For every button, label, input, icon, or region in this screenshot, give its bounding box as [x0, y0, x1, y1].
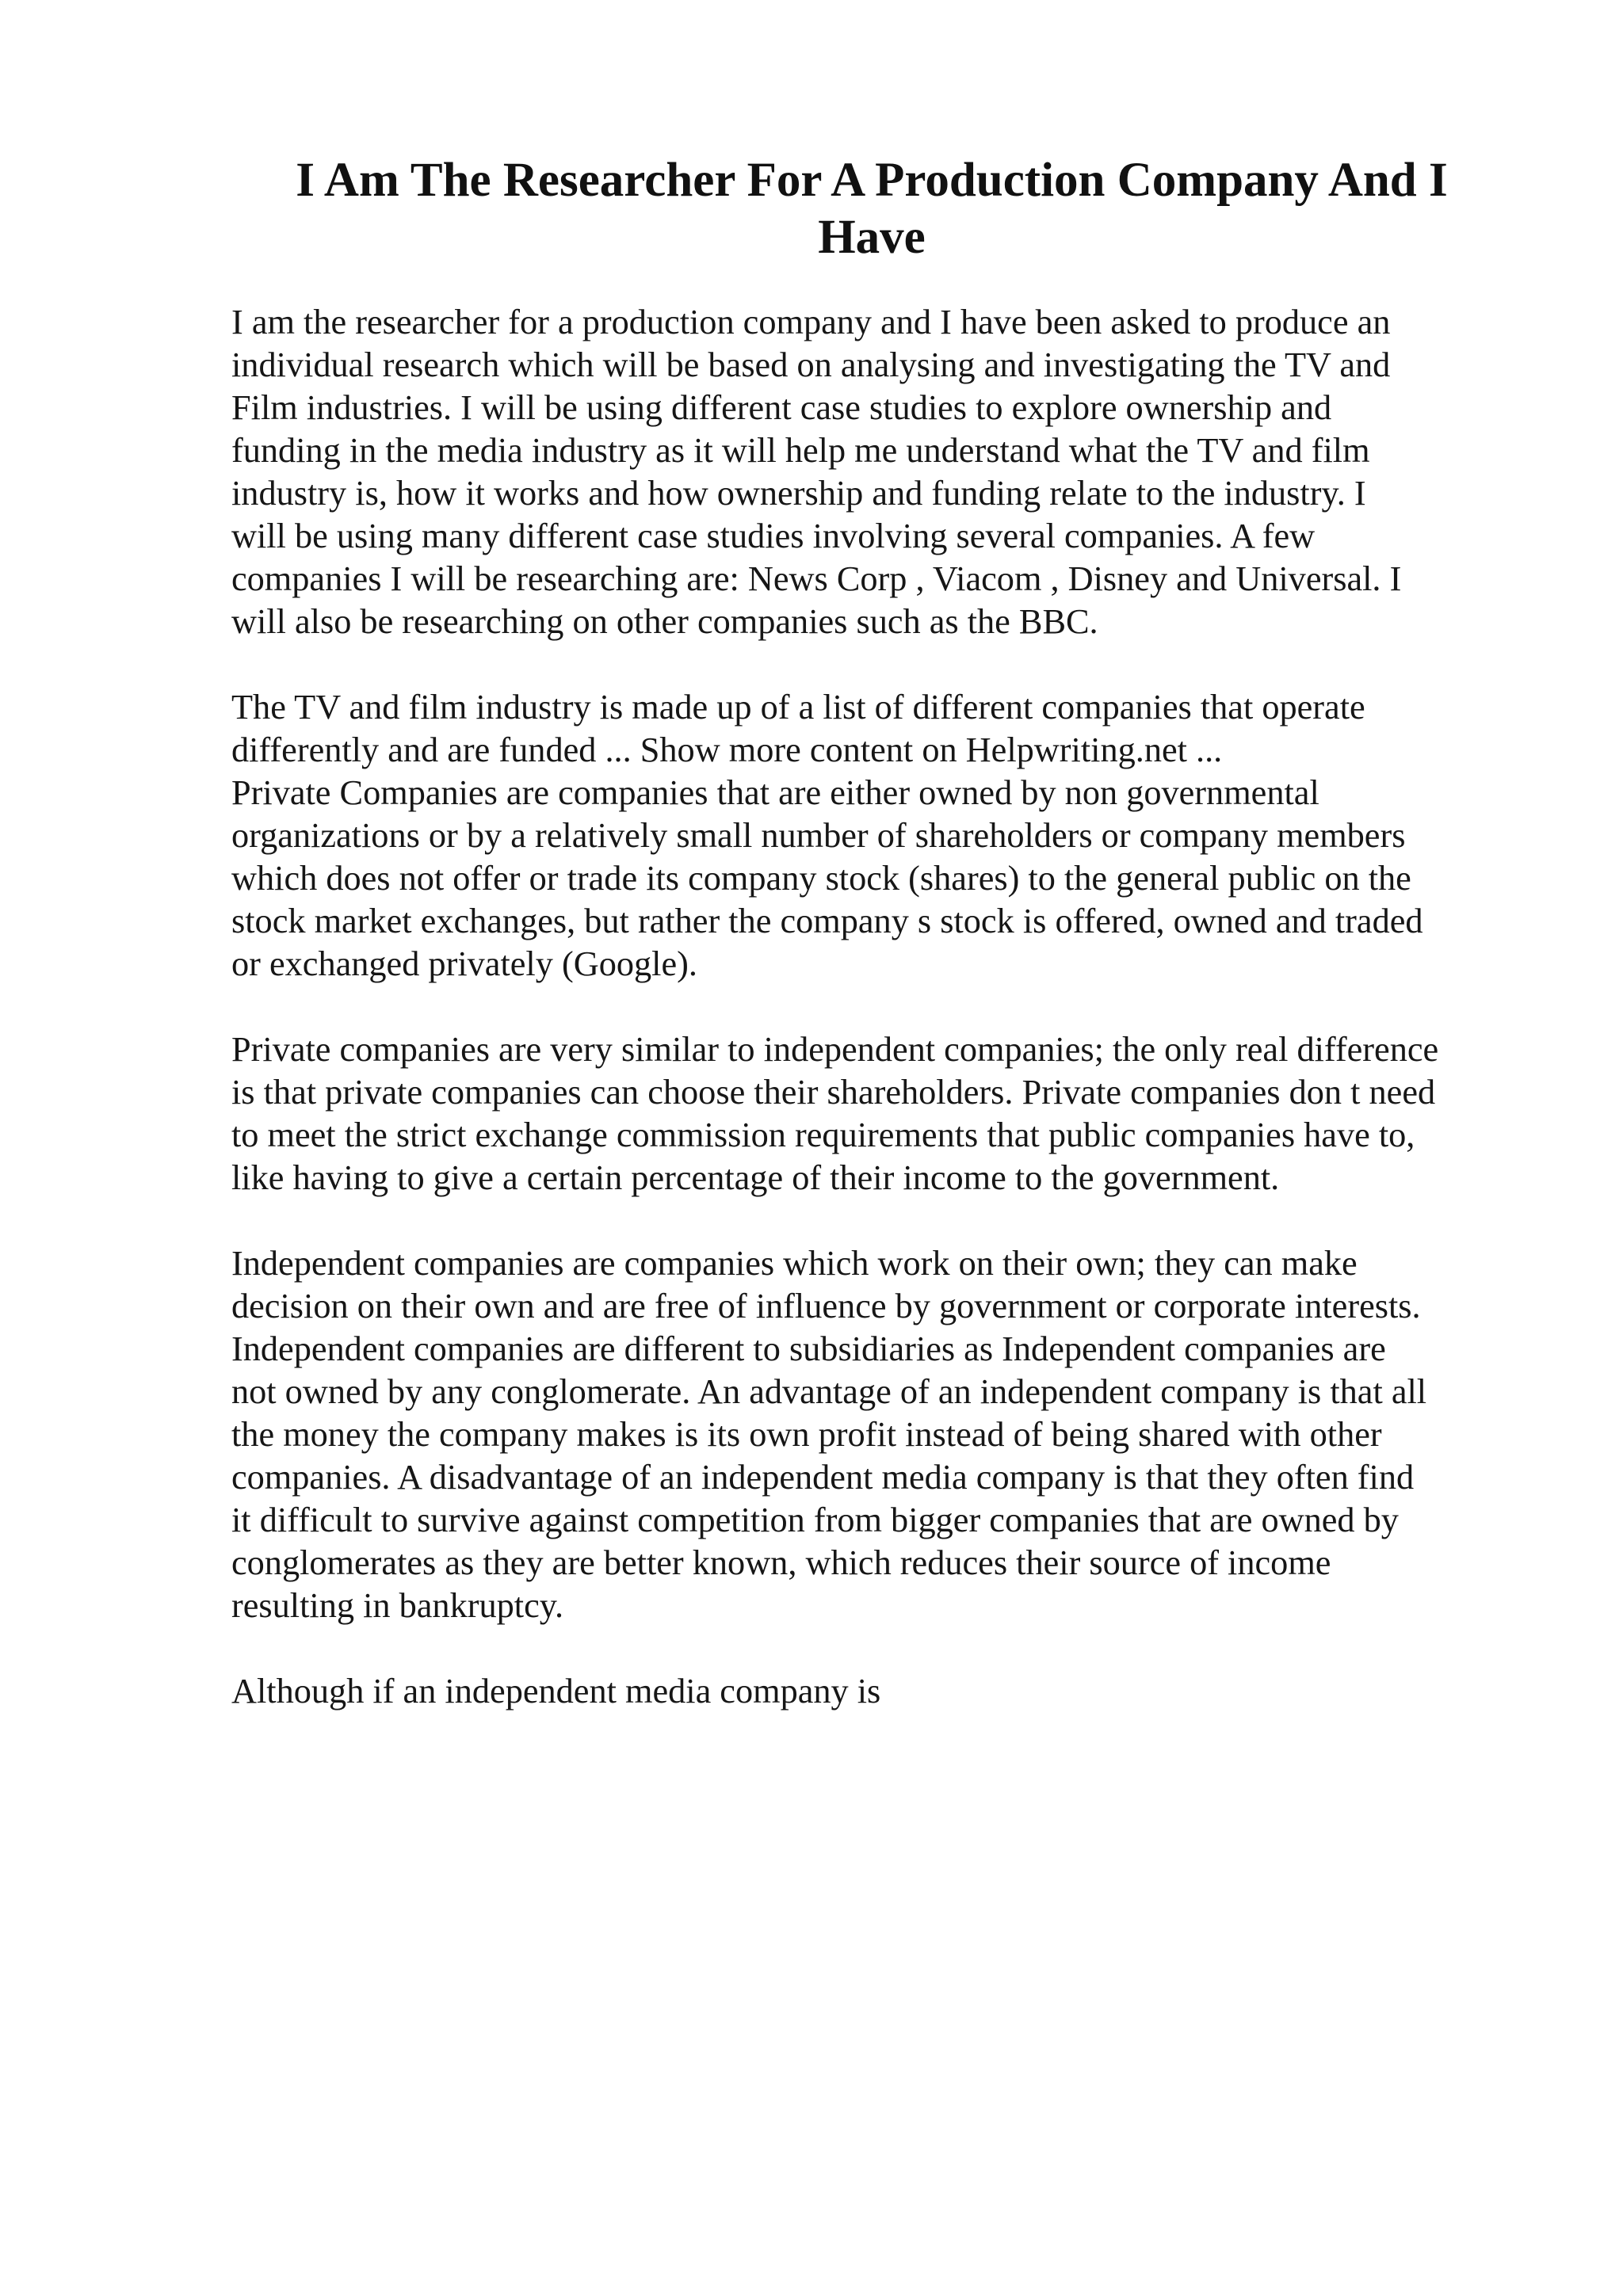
paragraph-industry-overview: The TV and film industry is made up of a list of different companies that operate differently and are funded ... Show more content on Helpwriting.net ...: [231, 688, 1365, 769]
paragraph-truncated-ending: Although if an independent media company is: [231, 1672, 881, 1711]
paragraph-introduction: I am the researcher for a production company and I have been asked to produce an individual research which will be based on analysing and investigating the TV and Film industries. I will be using different case studies to explore ownership and funding in the media industry as it will help me understand what the TV and film industry is, how it works and how ownership and funding relate to the industry. I will be using many different case studies involving several companies. A few companies I will be researching are: News Corp , Viacom , Disney and Universal. I will also be researching on other companies such as the BBC.: [231, 303, 1402, 641]
paragraph-private-vs-independent: Private companies are very similar to independent companies; the only real difference is that private companies can choose their shareholders. Private companies don t need to meet the strict exchange commission requirements that public companies have to, like having to give a certain percentage of their income to the government.: [231, 1030, 1439, 1197]
paragraph-independent-companies: Independent companies are companies which work on their own; they can make decision on their own and are free of influence by government or corporate interests. Independent companies are different to subsidiaries as Independent companies are not owned by any conglomerate. An advantage of an independent company is that all the money the company makes is its own profit instead of being shared with other companies. A disadvantage of an independent media company is that they often find it difficult to survive against competition from bigger companies that are owned by conglomerates as they are better known, which reduces their source of income resulting in bankruptcy.: [231, 1244, 1427, 1625]
document-body: [231, 301, 1531, 1756]
paragraph-private-companies-definition: Private Companies are companies that are either owned by non governmental organizations or by a relatively small number of shareholders or company members which does not offer or trade its company stock (shares) to the general public on the stock market exchanges, but rather the company s stock is offered, owned and traded or exchanged privately (Google).: [231, 773, 1423, 983]
document-title: I Am The Researcher For A Production Company And I Have: [296, 154, 1448, 264]
